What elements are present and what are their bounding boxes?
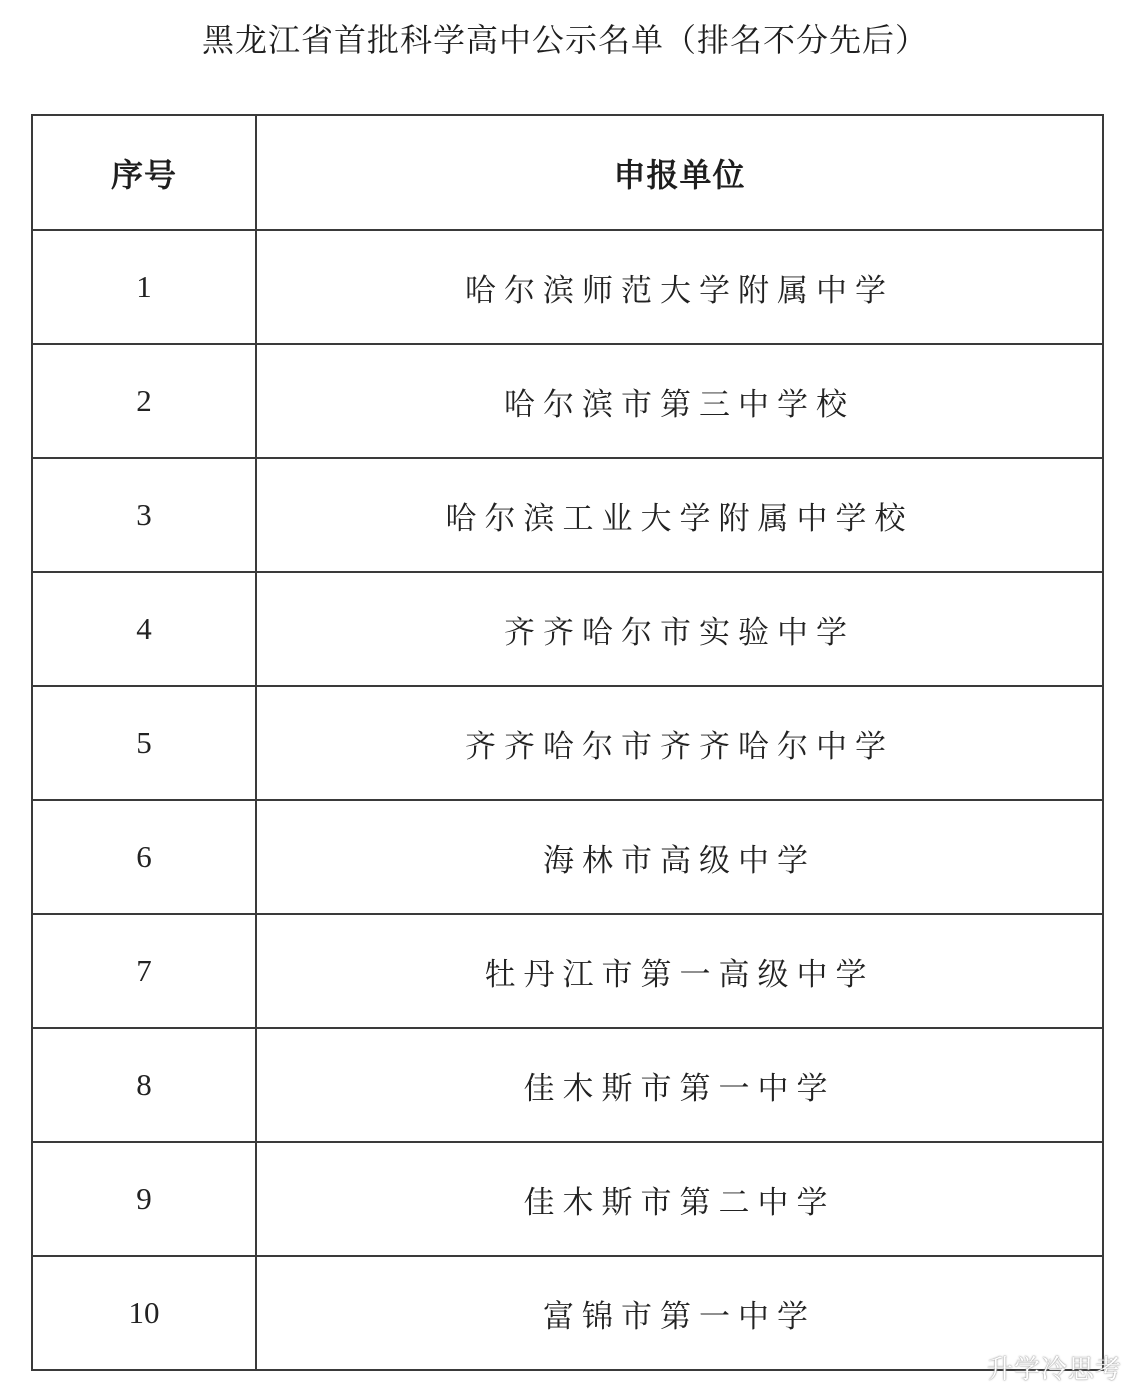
table-row	[32, 686, 1103, 800]
watermark-text: 升学冷思考	[986, 1355, 1122, 1385]
row-unit: 佳木斯市第二中学	[256, 1142, 1103, 1256]
row-unit: 佳木斯市第一中学	[256, 1028, 1103, 1142]
table-row	[32, 800, 1103, 914]
school-list-table	[31, 114, 1104, 1371]
row-index: 5	[32, 686, 256, 800]
row-index: 10	[32, 1256, 256, 1370]
table-row	[32, 458, 1103, 572]
row-unit: 哈尔滨师范大学附属中学	[256, 230, 1103, 344]
row-index: 9	[32, 1142, 256, 1256]
table-row	[32, 914, 1103, 1028]
header-index: 序号	[32, 115, 256, 230]
table-row	[32, 230, 1103, 344]
table-body	[32, 230, 1103, 1370]
table-row	[32, 572, 1103, 686]
row-unit: 齐齐哈尔市实验中学	[256, 572, 1103, 686]
row-index: 8	[32, 1028, 256, 1142]
table-row	[32, 1028, 1103, 1142]
row-unit: 富锦市第一中学	[256, 1256, 1103, 1370]
row-index: 6	[32, 800, 256, 914]
row-index: 1	[32, 230, 256, 344]
row-unit: 哈尔滨市第三中学校	[256, 344, 1103, 458]
table-row	[32, 1142, 1103, 1256]
header-unit: 申报单位	[256, 115, 1103, 230]
row-index: 7	[32, 914, 256, 1028]
row-unit: 海林市高级中学	[256, 800, 1103, 914]
table-row	[32, 1256, 1103, 1370]
table-row	[32, 344, 1103, 458]
row-index: 2	[32, 344, 256, 458]
document-title: 黑龙江省首批科学高中公示名单（排名不分先后）	[201, 21, 928, 59]
row-unit: 哈尔滨工业大学附属中学校	[256, 458, 1103, 572]
row-unit: 齐齐哈尔市齐齐哈尔中学	[256, 686, 1103, 800]
row-unit: 牡丹江市第一高级中学	[256, 914, 1103, 1028]
row-index: 3	[32, 458, 256, 572]
table-header-row	[32, 115, 1103, 230]
row-index: 4	[32, 572, 256, 686]
